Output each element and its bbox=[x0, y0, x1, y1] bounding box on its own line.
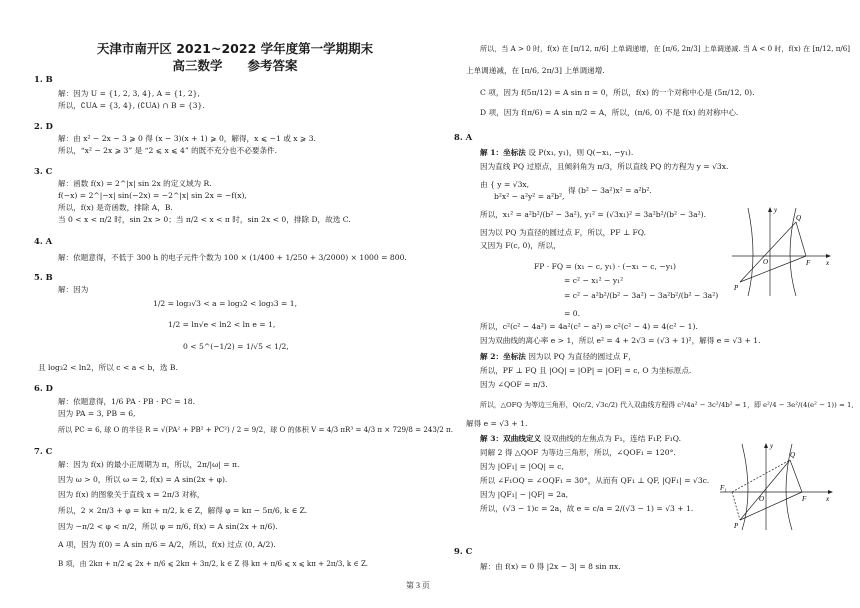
q1-line-1: 解：因为 U = {1, 2, 3, 4}, A = {1, 2}, bbox=[58, 89, 200, 98]
q7-cont-line-4: D 项，因为 f(π/6) = A sin π/2 = A，所以，(π/6, 0) 不是 f(x) 的对称中心. bbox=[480, 108, 739, 117]
q5-number: 5. B bbox=[34, 272, 53, 282]
line-pq bbox=[740, 460, 790, 520]
point-label-f: F bbox=[806, 259, 811, 267]
q7-cont-line-1: 所以，当 A > 0 时，f(x) 在 [π/12, π/6] 上单调递增，在 [π/6, 2π/3] 上单调递减. 当 A < 0 时，f(x) 在 [π/12, π/6] bbox=[480, 44, 851, 53]
line-pq bbox=[740, 222, 796, 282]
q3-line-2: f(−x) = 2^|−x| sin(−2x) = −2^|x| sin 2x = −f(x), bbox=[58, 191, 247, 200]
axis-label-y: y bbox=[774, 206, 778, 214]
point-label-q: Q bbox=[790, 451, 796, 459]
q8-line-18: 因为 |OF₁| = |OQ| = c, bbox=[480, 462, 564, 471]
q4-number: 4. A bbox=[34, 236, 53, 246]
page-number: 第 3 页 bbox=[406, 581, 430, 590]
q5-line-1: 解：因为 bbox=[58, 285, 89, 294]
q2-number: 2. D bbox=[34, 121, 53, 131]
q7-line-3: 因为 f(x) 的图象关于直线 x = 2π/3 对称， bbox=[58, 490, 205, 499]
point-label-o: O bbox=[763, 258, 769, 266]
q8-line-16: 解得 e = √3 + 1. bbox=[466, 419, 528, 428]
page-title bbox=[70, 40, 400, 74]
q6-line-2: 因为 PA = 3, PB = 6, bbox=[58, 409, 136, 418]
point-label-f: F bbox=[802, 495, 807, 503]
q5-line-2: 1/2 = log₃√3 < a = log₃2 < log₃3 = 1, bbox=[153, 299, 297, 308]
axis-label-y: y bbox=[770, 442, 774, 450]
q3-line-1: 解：函数 f(x) = 2^|x| sin 2x 的定义域为 R. bbox=[58, 179, 212, 188]
q7-line-1: 解：因为 f(x) 的最小正周期为 π，所以，2π/|ω| = π. bbox=[58, 460, 240, 469]
q8-line-8: = c² − x₁² − y₁² bbox=[564, 276, 624, 285]
q7-line-5: 因为 −π/2 < φ < π/2，所以 φ = π/6, f(x) = A sin(2x + π/6). bbox=[58, 522, 278, 531]
q6-number: 6. D bbox=[34, 383, 53, 393]
q8-method-2-label: 解 2：坐标法 bbox=[480, 352, 526, 361]
q8-line-17: 同解 2 得 △QOF 为等边三角形，所以，∠QOF₁ = 120°. bbox=[480, 448, 676, 457]
q9-number: 9. C bbox=[454, 546, 473, 556]
q7-number: 7. C bbox=[34, 446, 53, 456]
q7-line-4: 所以，2 × 2π/3 + φ = kπ + π/2, k ∈ Z，解得 φ = kπ − 5π/6, k ∈ Z. bbox=[58, 506, 308, 515]
title-line-1: 天津市南开区 2021~2022 学年度第一学期期末 bbox=[96, 41, 374, 56]
q8-line-2: 因为直线 PQ 过原点，且倾斜角为 π/3，所以直线 PQ 的方程为 y = √3x. bbox=[480, 162, 729, 171]
q7-cont-line-2: 上单调递减，在 [π/6, 2π/3] 上单调递增. bbox=[466, 66, 605, 75]
q8-line-11: 所以，c²(c² − 4a²) = 4a²(c² − a²) ⇒ c²(c² − 4) = 4(c² − 1). bbox=[480, 322, 698, 331]
q8-line-10: = 0. bbox=[564, 309, 581, 318]
q6-line-3: 所以 PC = 6, 球 O 的半径 R = √(PA² + PB² + PC²) / 2 = 9/2，球 O 的体积 V = 4/3 πR³ = 4/3 π × 729/8 = 243/2 π. bbox=[58, 425, 453, 434]
point-label-f1: F₁ bbox=[720, 484, 727, 492]
q9-line-1: 解：由 f(x) = 0 得 |2x − 3| = 8 sin πx. bbox=[480, 562, 621, 571]
q8-line-5: 因为以 PQ 为直径的圆过点 F，所以，PF ⊥ FQ. bbox=[480, 228, 647, 237]
segment-qf bbox=[790, 460, 802, 492]
q7-line-7: B 项，由 2kπ + π/2 ⩽ 2x + π/6 ⩽ 2kπ + 3π/2, k ∈ Z 得 kπ + π/6 ⩽ x ⩽ kπ + 2π/3, k ∈ Z. bbox=[58, 559, 369, 568]
q8-line-20: 因为 |QF₁| − |QF| = 2a, bbox=[480, 490, 569, 499]
q7-cont-line-3: C 项，因为 f(5π/12) = A sin π = 0，所以，f(x) 的一个对称中心是 (5π/12, 0). bbox=[480, 88, 755, 97]
axis-label-x: x bbox=[826, 259, 830, 267]
q8-line-21: 所以，(√3 − 1)c = 2a，故 e = c/a = 2/(√3 − 1) = √3 + 1. bbox=[480, 504, 694, 513]
q8-line-6: 又因为 F(c, 0)，所以， bbox=[480, 241, 561, 250]
point-label-o: O bbox=[759, 495, 765, 503]
point-label-p: P bbox=[734, 522, 739, 530]
q8-method-1-label: 解 1：坐标法 bbox=[480, 148, 526, 157]
q8-line-4: 所以，x₁² = a²b²/(b² − 3a²), y₁² = (√3x₁)² = 3a²b²/(b² − 3a²). bbox=[480, 210, 707, 219]
q2-line-2: 所以，“x² − 2x ⩾ 3” 是 “2 ⩽ x ⩽ 4” 的既不充分也不必要条件. bbox=[58, 146, 278, 155]
segment-pf bbox=[740, 492, 802, 520]
point-label-p: P bbox=[734, 284, 739, 292]
q5-line-4: 0 < 5^(−1/2) = 1/√5 < 1/2, bbox=[183, 342, 289, 351]
q7-line-2: 因为 ω > 0，所以 ω = 2, f(x) = A sin(2x + φ). bbox=[58, 475, 228, 484]
q8-line-15: 所以，△OFQ 为等边三角形，Q(c/2, √3c/2) 代入双曲线方程得 c²/4a² − 3c²/4b² = 1，即 e²/4 − 3e²/(4(e² − 1)) = 1, bbox=[480, 401, 854, 409]
q8-line-3a: 由 { y = √3x, bbox=[480, 180, 530, 189]
q3-line-3: 所以，f(x) 是奇函数，排除 A，B. bbox=[58, 203, 173, 212]
q6-line-1: 解：依题意得，1/6 PA · PB · PC = 18. bbox=[58, 397, 196, 406]
q7-line-6: A 项，因为 f(0) = A sin π/6 = A/2，所以，f(x) 过点 (0, A/2). bbox=[58, 540, 276, 549]
q8-method-3-text: 设双曲线的左焦点为 F₁，连结 F₁P, F₁Q. bbox=[543, 434, 682, 443]
q5-line-5: 且 log₃2 < ln2，所以 c < a < b，选 B. bbox=[38, 363, 178, 372]
segment-f1q bbox=[732, 460, 790, 492]
q3-line-4: 当 0 < x < π/2 时，sin 2x > 0；当 π/2 < x < π 时，sin 2x < 0，排除 D，故选 C. bbox=[58, 215, 351, 224]
axis-label-x: x bbox=[826, 495, 830, 503]
segment-f1p bbox=[732, 492, 740, 520]
q8-method-1-text: 设 P(x₁, y₁)，则 Q(−x₁, −y₁). bbox=[528, 148, 634, 157]
hyperbola-figure-1 bbox=[730, 204, 834, 298]
q8-method-3-label: 解 3：双曲线定义 bbox=[480, 434, 542, 443]
title-line-2: 高三数学 参考答案 bbox=[172, 58, 298, 73]
q8-line-3b: b²x² − a²y² = a²b², bbox=[494, 192, 565, 201]
q3-number: 3. C bbox=[34, 166, 53, 176]
q8-method-2-text: 因为以 PQ 为直径的圆过点 F， bbox=[528, 352, 636, 361]
hyperbola-figure-2 bbox=[718, 440, 836, 532]
q8-line-3c: 得 (b² − 3a²)x² = a²b². bbox=[568, 186, 652, 195]
segment-pf bbox=[740, 256, 806, 282]
point-label-q: Q bbox=[796, 214, 802, 222]
q8-line-13: 所以，PF ⊥ FQ 且 |OQ| = |OP| = |OF| = c, O 为坐标原点. bbox=[480, 366, 692, 375]
hyperbola-left-branch bbox=[748, 208, 753, 296]
segment-qf bbox=[796, 222, 806, 256]
q8-number: 8. A bbox=[454, 132, 473, 142]
q8-line-14: 因为 ∠QOF = π/3. bbox=[480, 380, 548, 389]
q4-line-1: 解：依题意得，不低于 300 h 的电子元件个数为 100 × (1/400 + 1/250 + 3/2000) × 1000 = 800. bbox=[58, 253, 407, 262]
q2-line-1: 解：由 x² − 2x − 3 ⩾ 0 得 (x − 3)(x + 1) ⩾ 0，解得，x ⩽ −1 或 x ⩾ 3. bbox=[58, 134, 316, 143]
q1-number: 1. B bbox=[34, 74, 53, 84]
q8-line-7: FP · FQ = (x₁ − c, y₁) · (−x₁ − c, −y₁) bbox=[534, 262, 676, 271]
q8-line-19: 所以 ∠F₁OQ = ∠OQF₁ = 30°，从而有 QF₁ ⊥ QF, |QF₁| = √3c. bbox=[480, 476, 710, 485]
q5-line-3: 1/2 = ln√e < ln2 < ln e = 1, bbox=[168, 320, 276, 329]
q1-line-2: 所以，∁UA = {3, 4}, (∁UA) ∩ B = {3}. bbox=[58, 101, 205, 110]
q8-line-12: 因为双曲线的离心率 e > 1，所以 e² = 4 + 2√3 = (√3 + 1)²，解得 e = √3 + 1. bbox=[480, 336, 761, 345]
q8-line-9: = c² − a²b²/(b² − 3a²) − 3a²b²/(b² − 3a²) bbox=[564, 291, 719, 300]
